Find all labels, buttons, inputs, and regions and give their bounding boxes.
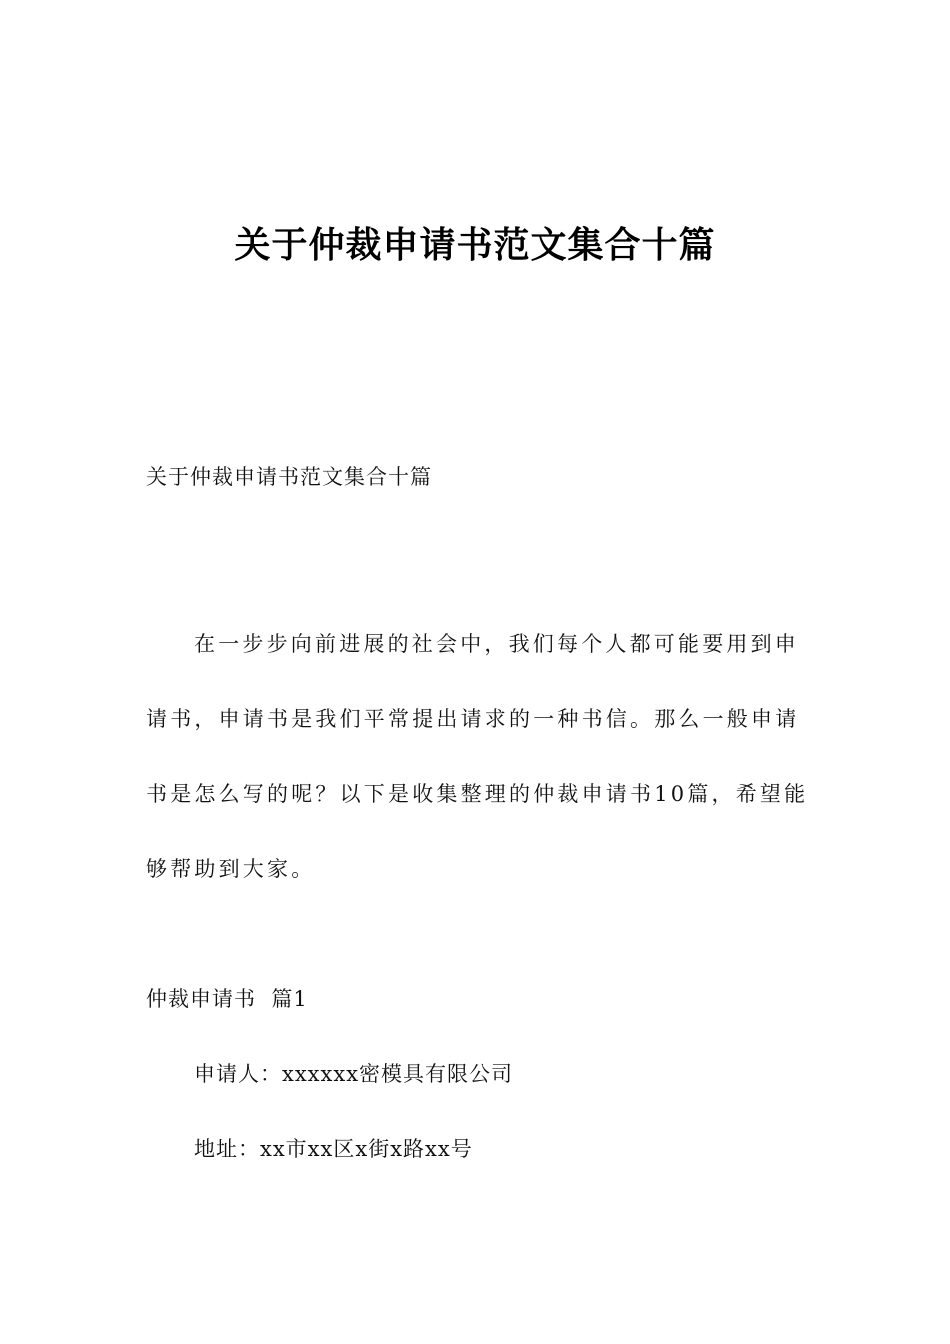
document-subtitle: 关于仲裁申请书范文集合十篇 [146,465,432,489]
address-line: 地址：xx市xx区x街x路xx号 [194,1137,473,1161]
intro-paragraph: 在一步步向前进展的社会中，我们每个人都可能要用到申请书，申请书是我们平常提出请求的一种书信。那么一般申请书是怎么写的呢？以下是收集整理的仲裁申请书10篇，希望能够帮助到大家。 [146,632,809,881]
document-title: 关于仲裁申请书范文集合十篇 [234,225,716,266]
section-heading: 仲裁申请书 篇1 [146,987,308,1011]
applicant-line: 申请人：xxxxxx密模具有限公司 [194,1062,514,1086]
